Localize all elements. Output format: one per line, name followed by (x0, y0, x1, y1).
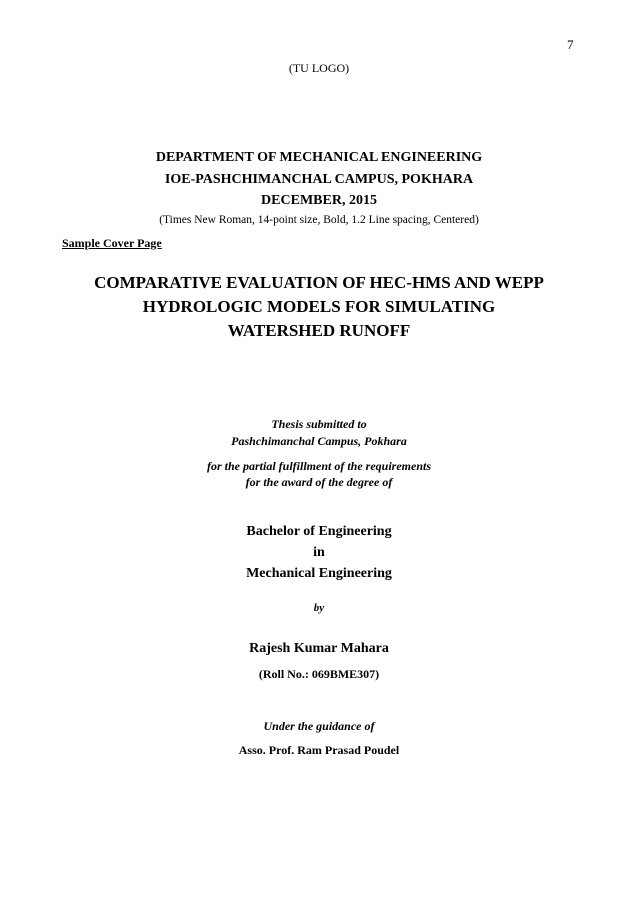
format-note: (Times New Roman, 14-point size, Bold, 1.2 Line spacing, Centered) (159, 214, 479, 226)
degree-line-1: Bachelor of Engineering (246, 524, 392, 539)
thesis-title-line-3: WATERSHED RUNOFF (227, 321, 411, 340)
author-name: Rajesh Kumar Mahara (249, 641, 389, 656)
logo-placeholder: (TU LOGO) (288, 61, 350, 75)
supervisor-name: Asso. Prof. Ram Prasad Poudel (238, 743, 400, 757)
thesis-title-line-2: HYDROLOGIC MODELS FOR SIMULATING (142, 297, 496, 316)
page-number: 7 (567, 37, 574, 52)
thesis-title-line-1: COMPARATIVE EVALUATION OF HEC-HMS AND WEPP (94, 273, 544, 292)
submission-line-4: for the award of the degree of (245, 475, 393, 489)
guidance-label: Under the guidance of (263, 719, 375, 733)
degree-line-2: in (313, 545, 325, 560)
submission-line-3: for the partial fulfillment of the requirements (206, 459, 431, 473)
by-label: by (313, 602, 325, 614)
submission-line-2: Pashchimanchal Campus, Pokhara (231, 434, 407, 448)
campus-name: IOE-PASHCHIMANCHAL CAMPUS, POKHARA (164, 172, 474, 187)
roll-number: (Roll No.: 069BME307) (258, 667, 380, 681)
degree-line-3: Mechanical Engineering (246, 566, 392, 581)
department-name: DEPARTMENT OF MECHANICAL ENGINEERING (155, 150, 483, 165)
sample-cover-label: Sample Cover Page (62, 236, 162, 250)
submission-date: DECEMBER, 2015 (261, 193, 377, 208)
submission-line-1: Thesis submitted to (271, 417, 367, 431)
